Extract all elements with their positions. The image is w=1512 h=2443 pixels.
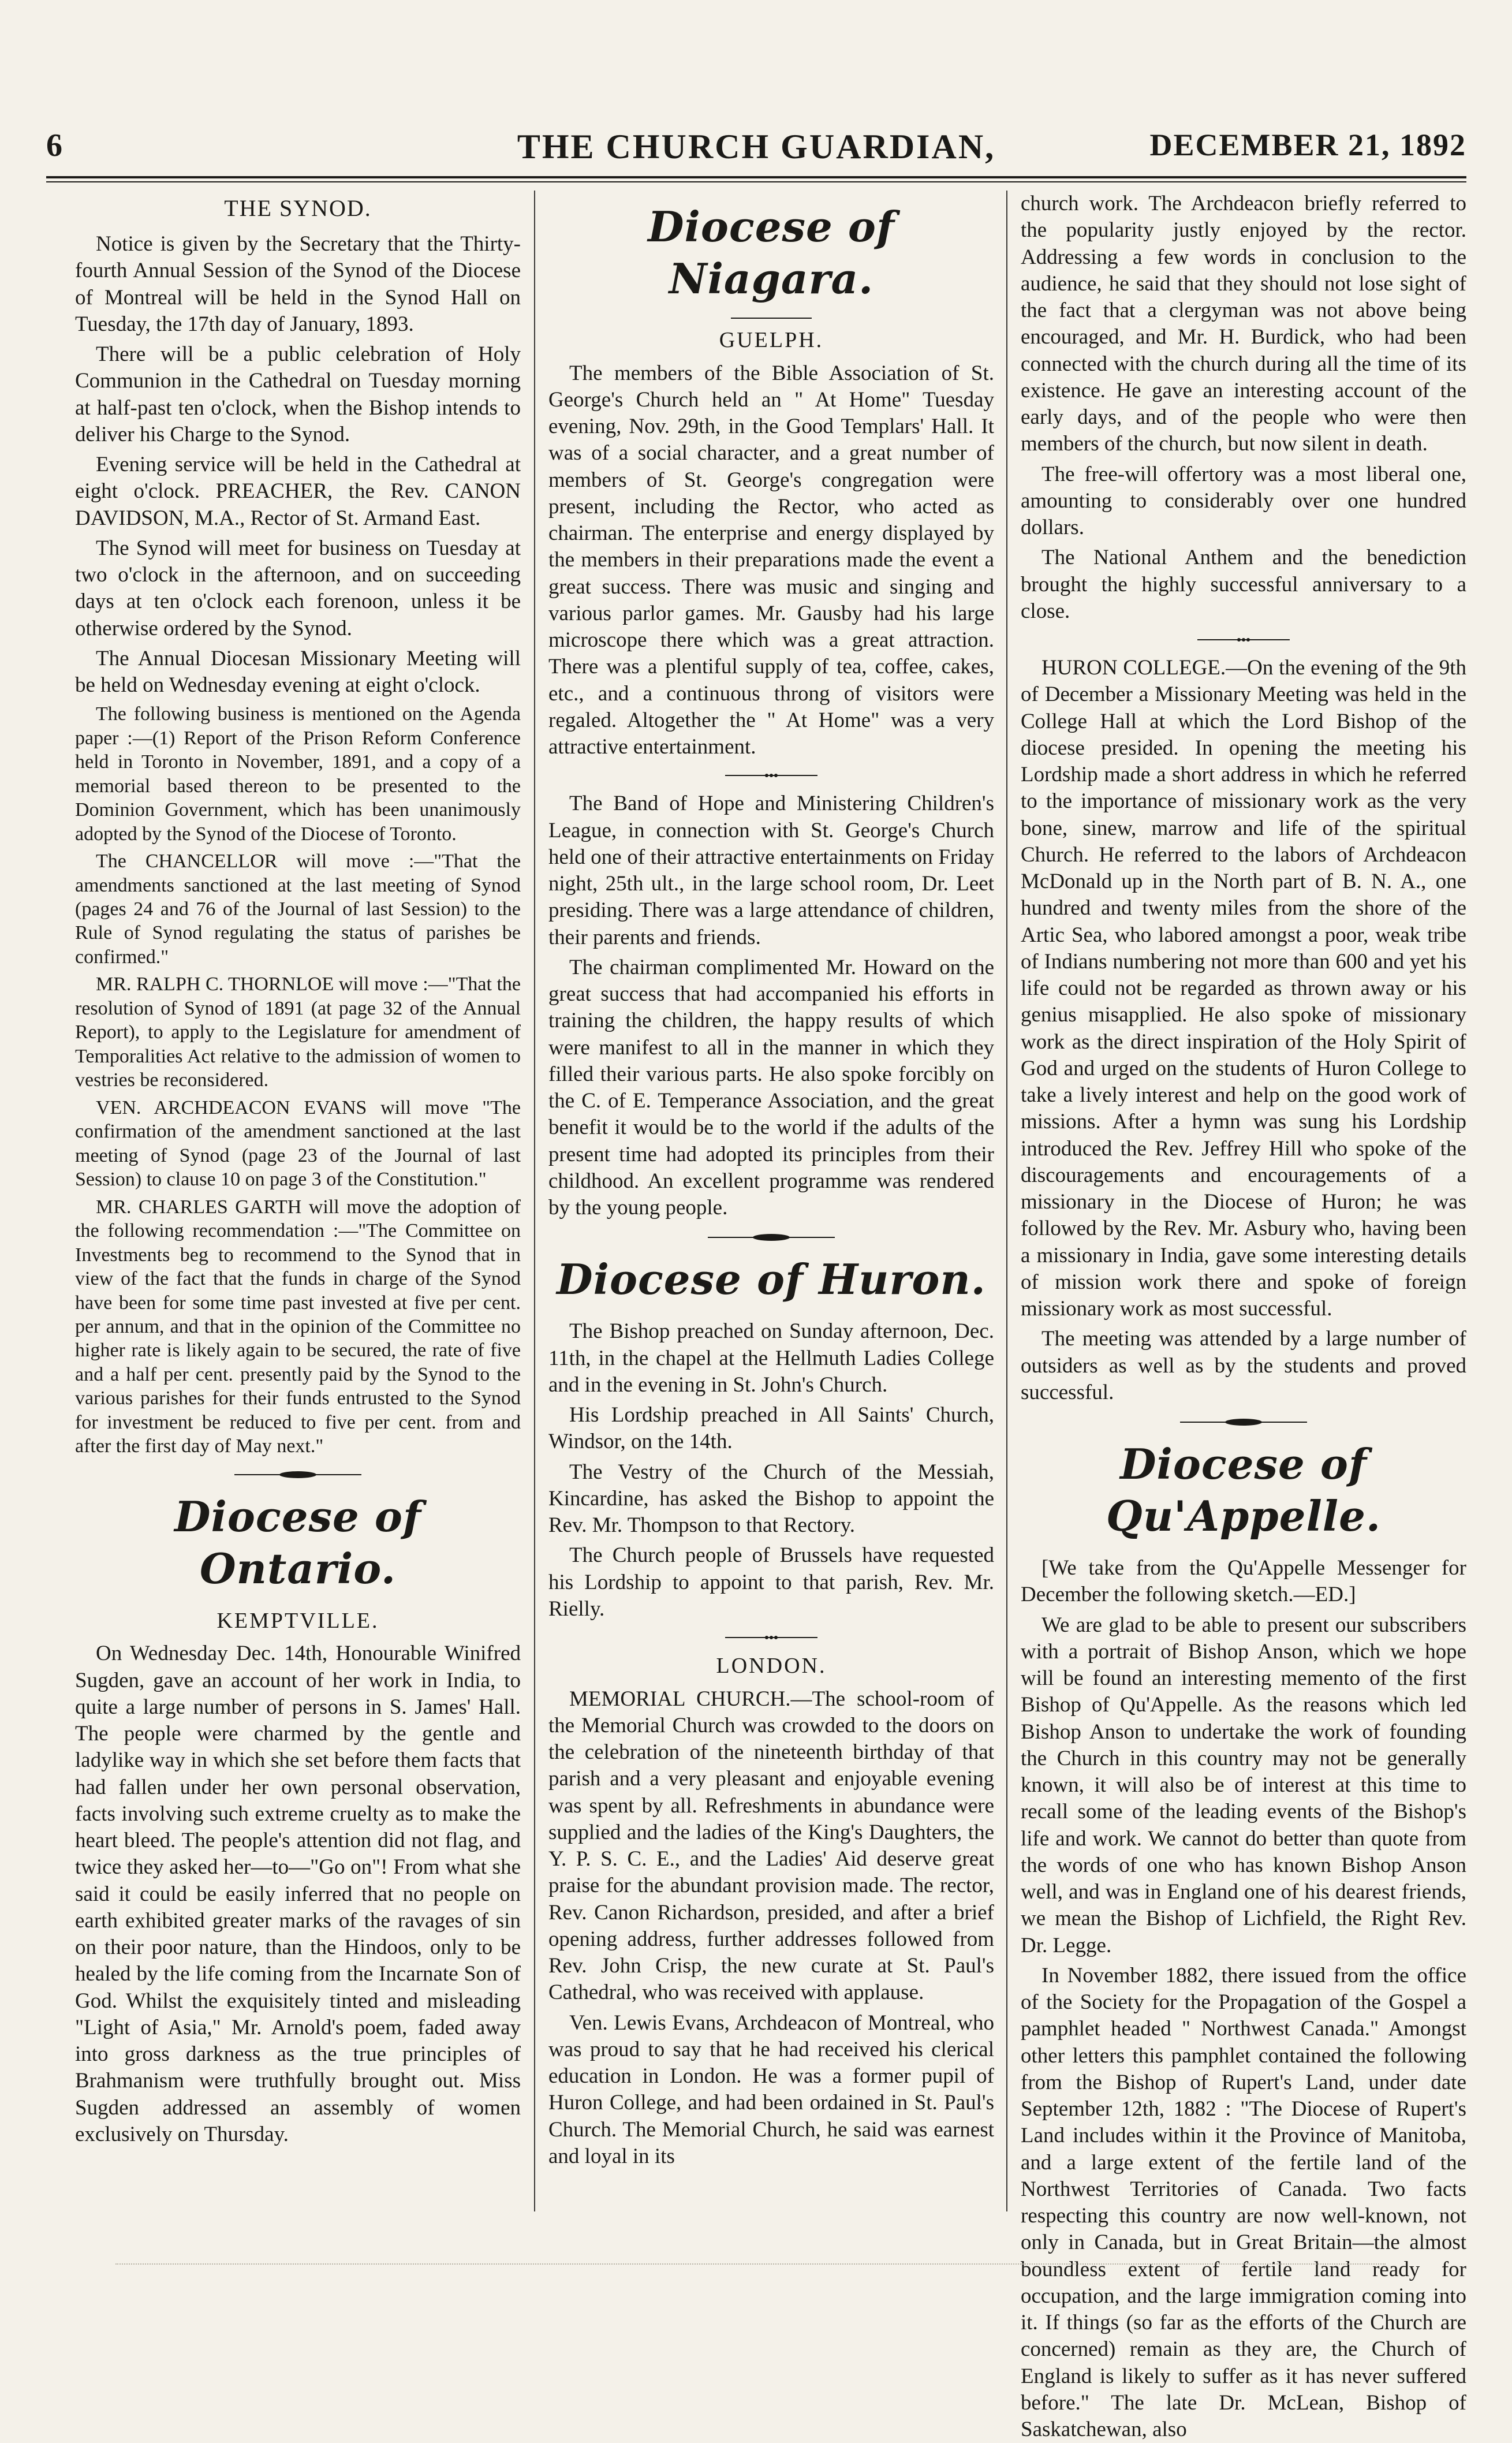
ornament-divider	[1021, 636, 1466, 643]
synod-paragraph: Evening service will be held in the Cathedral at eight o'clock. PREACHER, the Rev. CANON DAVIDSON, M.A., Rector of St. Armand East.	[75, 453, 521, 530]
synod-paragraph: There will be a public celebration of Holy Communion in the Cathedral on Tuesday morning at half-past ten o'clock, when the Bishop intends to deliver his Charge to the Synod.	[75, 342, 521, 446]
london-paragraph: Ven. Lewis Evans, Archdeacon of Montreal, who was proud to say that he had received his clerical education in London. He was a former pupil of Huron College, and had been ordained in St. Paul's Church. The Memorial Church, he said was earnest and loyal in its	[548, 2011, 994, 2168]
huron-paragraph: The Bishop preached on Sunday afternoon, Dec. 11th, in the chapel at the Hellmuth Ladies College and in the evening in St. John's Church.	[548, 1319, 994, 1397]
bottom-edge	[115, 2263, 1386, 2276]
guelph-paragraph: The members of the Bible Association of St. George's Church held an " At Home" Tuesday evening, Nov. 29th, in the Good Templars' Hall. It was of a social character, and a great number of members of St. George's congregation were present, including the Rector, who acted as chairman. The enterprise and energy displayed by the members in their preparations made the event a great success. There was music and singing and various parlor games. Mr. Gausby had his large microscope there which was a great attraction. There was a plentiful supply of tea, coffee, cakes, etc., and a continuous throng of visitors were regaled. Altogether the " At Home" was a very attractive entertainment.	[548, 361, 994, 759]
column-divider-1	[534, 191, 535, 2211]
masthead: THE CHURCH GUARDIAN,	[517, 128, 996, 166]
diocese-of-quappelle-heading: Diocese of Qu'Appelle.	[1106, 1439, 1382, 1541]
issue-date: DECEMBER 21, 1892	[1149, 128, 1466, 162]
quappelle-paragraph: We are glad to be able to present our subscribers with a portrait of Bishop Anson, which we hope will be found an interesting memento of the first Bishop of Qu'Appelle. As the reasons which led Bishop Anson to undertake the work of founding the Church in this country may not be generally known, it will also be of interest at this time to recall some of the leading events of the Bishop's life and work. We cannot do better than quote from the words of one who has known Bishop Anson well, and was in England one of his dearest friends, we mean the Bishop of Lichfield, the Right Rev. Dr. Legge.	[1021, 1613, 1466, 1957]
synod-paragraph: The Synod will meet for business on Tuesday at two o'clock in the afternoon, and on succeeding days at ten o'clock each forenoon, unless it be otherwise ordered by the Synod.	[75, 536, 521, 640]
kemptville-paragraph: On Wednesday Dec. 14th, Honourable Winifred Sugden, gave an account of her work in India, to quite a large number of persons in S. James' Hall. The people were charmed by the gentle and ladylike way in which she set before them facts that had fallen under her own personal observation, facts involving such extreme cruelty as to make the heart bleed. The people's attention did not flag, and twice they asked her—to—"Go on"! From what she said it could be easily inferred that no people on earth exhibited greater marks of the ravages of sin on their poor nature, than the Hindoos, only to be healed by the life coming from the Incarnate Son of God. Whilst the exquisitely tinted and misleading "Light of Asia," Mr. Arnold's poem, faded away into gross darkness as the true principles of Brahmanism were truthfully brought out. Miss Sugden addressed an assembly of women exclusively on Thursday.	[75, 1642, 521, 2146]
ornament-divider	[548, 1634, 994, 1641]
huron-college-paragraph: HURON COLLEGE.—On the evening of the 9th of December a Missionary Meeting was held in the College Hall at which the Lord Bishop of the diocese presided. In opening the meeting his Lordship made a short address in which he referred to the importance of missionary work as the very bone, sinew, marrow and life of the spiritual Church. He referred to the labors of Archdeacon McDonald up in the North part of B. N. A., one hundred and twenty miles from the shore of the Artic Sea, who labored amongst a poor, weak tribe of Indians numbering not more than 600 and yet his life could not be regarded as thrown away or his genius misapplied. He also spoke of missionary work as the direct inspiration of the Holy Spirit of God and urged on the students of Huron College to take a lively interest and help on the good work of missions. After a hymn was sung his Lordship introduced the Rev. Jeffrey Hill who spoke of the discouragements and encouragements of a missionary in the Diocese of Huron; he was followed by the Rev. Mr. Asbury who, having been a missionary in India, gave some interesting details of mission work there and spoke of foreign missionary work as most successful.	[1021, 656, 1466, 1321]
column-1	[75, 191, 521, 2223]
guelph-paragraph: The Band of Hope and Ministering Children's League, in connection with St. George's Church held one of their attractive entertainments on Friday night, 25th ult., in the large school room, Dr. Leet presiding. There was a large attendance of children, their parents and friends.	[548, 792, 994, 949]
column-divider-2	[1006, 191, 1007, 2211]
synod-agenda	[75, 702, 521, 1459]
synod-title: THE SYNOD.	[224, 195, 372, 221]
ornament-divider	[548, 772, 994, 779]
quappelle-intro: [We take from the Qu'Appelle Messenger for December the following sketch.—ED.]	[1021, 1556, 1466, 1607]
synod-paragraph: MR. CHARLES GARTH will move the adoption of the following recommendation :—"The Committee on Investments beg to recommend to the Synod that in view of the fact that the funds in charge of the Synod have been for some time past invested at five per cent. per annum, and that in the opinion of the Committee no higher rate is likely again to be secured, the rate of five and a half per cent. presently paid by the Synod to the various parishes for their funds entrusted to the Synod for investment be reduced to five per cent. from and after the first day of May next."	[75, 1196, 521, 1457]
london-paragraph: MEMORIAL CHURCH.—The school-room of the Memorial Church was crowded to the doors on the celebration of the nineteenth birthday of that parish and a very pleasant and enjoyable evening was spent by all. Refreshments in abundance were supplied and the ladies of the King's Daughters, the Y. P. S. C. E., and the Ladies' Aid deserve great praise for the abundant provision made. The rector, Rev. Canon Richardson, presided, and after a brief opening address, further addresses followed from Rev. John Crisp, the new curate at St. Paul's Cathedral, who was received with applause.	[548, 1687, 994, 2005]
huron-paragraph: The Vestry of the Church of the Messiah, Kincardine, has asked the Bishop to appoint the Rev. Mr. Thompson to that Rectory.	[548, 1460, 994, 1537]
header-rule-thin	[46, 181, 1466, 182]
synod-paragraph: Notice is given by the Secretary that the Thirty-fourth Annual Session of the Synod of the Diocese of Montreal will be held in the Synod Hall on Tuesday, the 17th day of January, 1893.	[75, 232, 521, 336]
synod-paragraph: The following business is mentioned on the Agenda paper :—(1) Report of the Prison Reform Conference held in Toronto in November, 1891, and a copy of a memorial based thereon to be presented to the Dominion Government, which has been unanimously adopted by the Synod of the Diocese of Toronto.	[75, 703, 521, 845]
huron-college-paragraph: The meeting was attended by a large number of outsiders as well as by the students and proved successful.	[1021, 1327, 1466, 1404]
quappelle-paragraph: In November 1882, there issued from the office of the Society for the Propagation of the Gospel a pamphlet headed " Northwest Canada." Amongst other letters this pamphlet contained the following from the Bishop of Rupert's Land, under date September 12th, 1882 : "The Diocese of Rupert's Land includes within it the Province of Manitoba, and a large extent of the fertile land of the Northwest Territories of Canada. Two facts respecting this country are now well-known, not only in Canada, but in Great Britain—the almost boundless extent of fertile land ready for occupation, and the large immigration coming into it. If things (so far as the efforts of the Church are concerned) remain as they are, the Church of England is likely to suffer as it has never suffered before." The late Dr. McLean, Bishop of Saskatchewan, also	[1021, 1963, 1466, 2441]
page-number: 6	[46, 128, 62, 163]
diocese-of-ontario-heading: Diocese of Ontario.	[174, 1491, 421, 1593]
huron-paragraph: The Church people of Brussels have requested his Lordship to appoint to that parish, Rev. Mr. Rielly.	[548, 1543, 994, 1621]
diocese-of-huron-heading: Diocese of Huron.	[557, 1255, 986, 1304]
london-continued-paragraph: The free-will offertory was a most liberal one, amounting to considerably over one hundred dollars.	[1021, 462, 1466, 539]
synod-paragraph: The CHANCELLOR will move :—"That the amendments sanctioned at the last meeting of Synod (pages 24 and 76 of the Journal of last Session) to the Rule of Synod regulating the status of parishes be confirmed."	[75, 851, 521, 968]
page-header	[46, 127, 1466, 173]
ornament-divider	[75, 1470, 521, 1479]
ornament-divider	[1021, 1418, 1466, 1427]
synod-paragraph: VEN. ARCHDEACON EVANS will move "The confirmation of the amendment sanctioned at the last meeting of Synod (page 23 of the Journal of last Session) to clause 10 on page 3 of the Constitution."	[75, 1096, 521, 1191]
diocese-of-niagara-heading: Diocese of Niagara.	[648, 202, 895, 303]
kemptville-title: KEMPTVILLE.	[216, 1608, 379, 1633]
short-rule	[731, 318, 812, 319]
synod-paragraph: MR. RALPH C. THORNLOE will move :—"That the resolution of Synod of 1891 (at page 32 of the Annual Report), to apply to the Legislature for amendment of Temporalities Act relative to the admission of women to vestries be reconsidered.	[75, 974, 521, 1091]
column-3	[1021, 191, 1466, 2441]
ornament-divider	[548, 1233, 994, 1242]
synod-paragraph: The Annual Diocesan Missionary Meeting will be held on Wednesday evening at eight o'clock.	[75, 646, 521, 697]
london-title: LONDON.	[716, 1654, 827, 1678]
column-2	[548, 191, 994, 2223]
london-continued-paragraph: The National Anthem and the benediction brought the highly successful anniversary to a close.	[1021, 546, 1466, 623]
guelph-paragraph: The chairman complimented Mr. Howard on the great success that had accompanied his efforts in training the children, the happy results of which were manifest to all in the manner in which they filled their various parts. He also spoke forcibly on the C. of E. Temperance Association, and the great benefit it would be to the world if the adults of the present time had adopted its principles from their childhood. An excellent programme was rendered by the young people.	[548, 955, 994, 1219]
guelph-title: GUELPH.	[719, 328, 824, 352]
huron-paragraph: His Lordship preached in All Saints' Church, Windsor, on the 14th.	[548, 1403, 994, 1454]
header-rule	[46, 176, 1466, 178]
london-continued-paragraph: church work. The Archdeacon briefly referred to the popularity justly enjoyed by the rector. Addressing a few words in conclusion to the audience, he said that they should not lose sight of the fact that a clergyman was not above being encouraged, and Mr. H. Burdick, who had been connected with the church during all the time of its existence. He gave an interesting account of the early days, and of the people who were then members of the church, but now silent in death.	[1021, 192, 1466, 456]
